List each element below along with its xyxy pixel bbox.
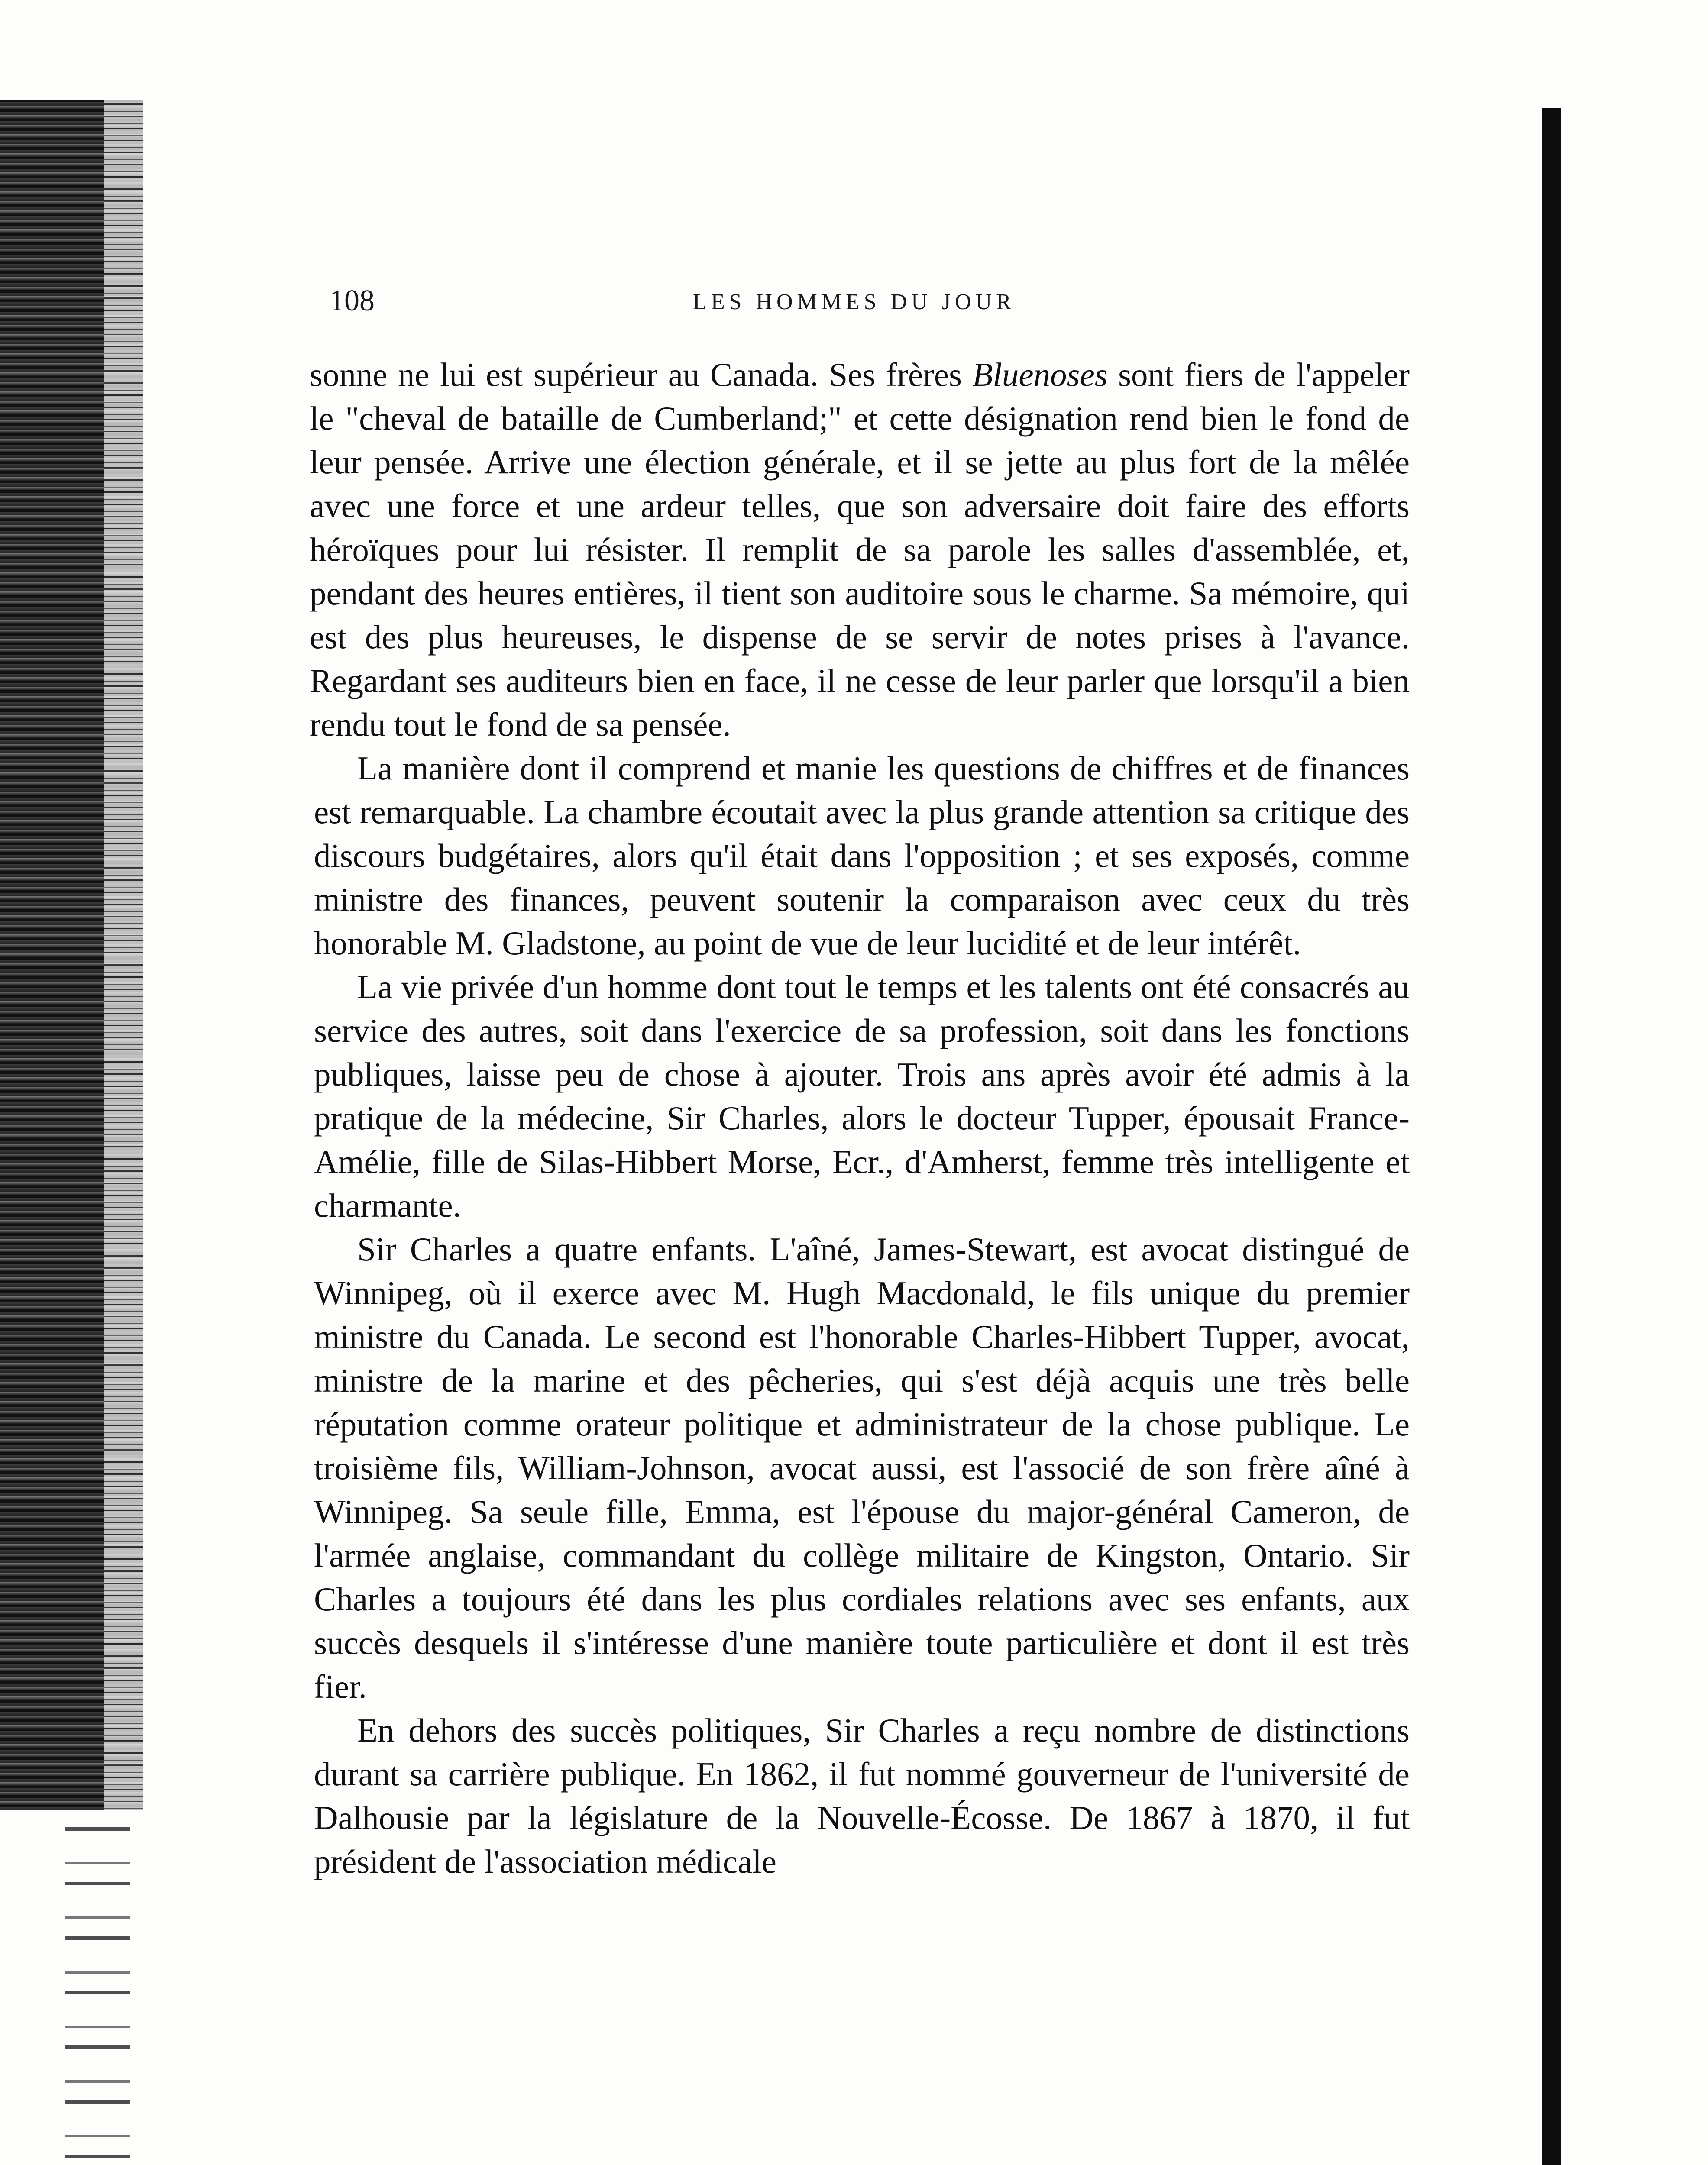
body-text [310,353,1410,1884]
page-number: 108 [329,284,375,317]
paragraph-5: En dehors des succès politiques, Sir Charles a reçu nombre de distinctions durant sa carrière publique. En 1862, il fut nommé gouverneur de l'université de Dalhousie par la législature de la Nouvelle-Écosse. De 1867 à 1870, il fut président de l'association médicale [314,1712,1410,1880]
running-head [329,284,1498,318]
scan-binding-marks [65,1810,130,2165]
paragraph-1 [310,353,1410,746]
running-head-title: LES HOMMES DU JOUR [693,290,1016,314]
paragraph-1-text-a: sonne ne lui est supérieur au Canada. Ses frères [310,356,973,393]
scan-binding-shadow [0,100,143,1810]
paragraph-3: La vie privée d'un homme dont tout le temps et les talents ont été consacrés au service des autres, soit dans l'exercice de sa profession, soit dans les fonctions publiques, laisse peu de chose à ajouter. Trois ans après avoir été admis à la pratique de la médecine, Sir Charles, alors le docteur Tupper, épousait France-Amélie, fille de Silas-Hibbert Morse, Ecr., d'Amherst, femme très intelligente et charmante. [314,968,1410,1224]
scan-right-edge-bar [1542,108,1561,2165]
paragraph-4: Sir Charles a quatre enfants. L'aîné, James-Stewart, est avocat distingué de Winnipeg, où il exerce avec M. Hugh Macdonald, le fils unique du premier ministre du Canada. Le second est l'honorable Charles-Hibbert Tupper, avocat, ministre de la marine et des pêcheries, qui s'est déjà acquis une très belle réputation comme orateur politique et administrateur de la chose publique. Le troisième fils, William-Johnson, avocat aussi, est l'associé de son frère aîné à Winnipeg. Sa seule fille, Emma, est l'épouse du major-général Cameron, de l'armée anglaise, commandant du collège militaire de Kingston, Ontario. Sir Charles a toujours été dans les plus cordiales relations avec ses enfants, aux succès desquels il s'intéresse d'une manière toute particulière et dont il est très fier. [314,1231,1410,1705]
paragraph-2: La manière dont il comprend et manie les questions de chiffres et de finances est remarquable. La chambre écoutait avec la plus grande attention sa critique des discours budgétaires, alors qu'il était dans l'opposition ; et ses exposés, comme ministre des finances, peuvent soutenir la comparaison avec ceux du très honorable M. Gladstone, au point de vue de leur lucidité et de leur intérêt. [314,750,1410,962]
paragraph-1-text-b: sont fiers de l'appeler le "cheval de bataille de Cumberland;" et cette désignation rend bien le fond de leur pensée. Arrive une élection générale, et il se jette au plus fort de la mêlée avec une force et une ardeur telles, que son adversaire doit faire des efforts héroïques pour lui résister. Il remplit de sa parole les salles d'assemblée, et, pendant des heures entières, il tient son auditoire sous le charme. Sa mémoire, qui est des plus heureuses, le dispense de se servir de notes prises à l'avance. Regardant ses auditeurs bien en face, il ne cesse de leur parler que lorsqu'il a bien rendu tout le fond de sa pensée. [310,356,1410,743]
paragraph-1-italic: Bluenoses [972,356,1108,393]
